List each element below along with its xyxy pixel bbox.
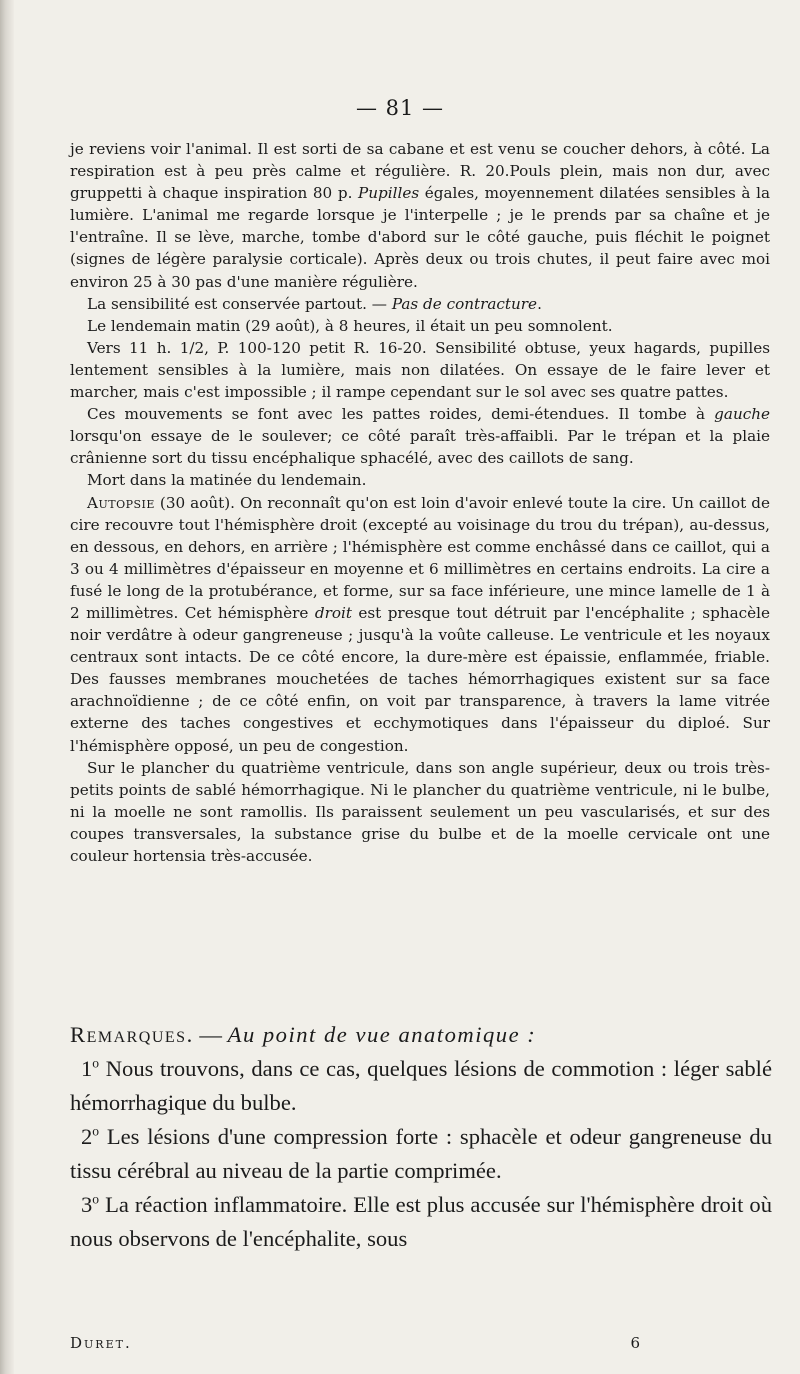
paragraph-autopsie: Autopsie (30 août). On reconnaît qu'on est loin d'avoir enlevé toute la cire. Un caillot de cire recouvre tout l'hémisphère droit (excepté au voisinage du trou du trépan), au-dessus, en dessous, en dehors, en arrière ; l'hémisphère est comme enchâssé dans ce caillot, qui a 3 ou 4 millimètres d'épaisseur en moyenne et 6 millimètres en certains endroits. La cire a fusé le long de la protubérance, et forme, sur sa face inférieure, une mince lamelle de 1 à 2 millimètres. Cet hémisphère droit est presque tout détruit par l'encéphalite ; sphacèle noir verdâtre à odeur gangreneuse ; jusqu'à la voûte calleuse. Le ventricule et les noyaux centraux sont intacts. De ce côté encore, la dure-mère est épaissie, enflammée, friable. Des fausses membranes mouchetées de taches hémorrhagiques existent sur sa face arachnoïdienne ; de ce côté enfin, on voit par transparence, à travers la lame vitrée externe des taches congestives et ecchymotiques dans l'épaisseur du diploé. Sur l'hémisphère opposé, un peu de congestion. — [70, 493, 770, 755]
remarks-section — [70, 1018, 772, 1256]
remark-item-2: 2$^o$ Les lésions d'une compression forte : sphacèle et odeur gangreneuse du tissu cérébral au niveau de la partie comprimée. — [70, 1123, 772, 1183]
remark-item-1: 1$^o$ Nous trouvons, dans ce cas, quelques lésions de commotion : léger sablé hémorrhagique du bulbe. — [70, 1055, 772, 1115]
paragraph-6: Mort dans la matinée du lendemain. — [87, 471, 367, 490]
emphasis-contracture: Pas de contracture — [391, 294, 538, 313]
page-footer — [70, 1334, 640, 1352]
remarks-heading: Remarques. — Au point de vue anatomique : — [70, 1022, 537, 1047]
paragraph-1: je reviens voir l'animal. Il est sorti de sa cabane et est venu se coucher dehors, à côté. La respiration est à peu près calme et régulière. R. 20.Pouls plein, mais non dur, avec gruppetti à chaque inspiration 80 p. Pupilles égales, moyennement dilatées sensibles à la lumière. L'animal me regarde lorsque je l'interpelle ; je le prends par sa chaîne et je l'entraîne. Il se lève, marche, tombe d'abord sur le côté gauche, puis fléchit le poignet (signes de légère paralysie corticale). Après deux ou trois chutes, il peut faire avec moi environ 25 à 30 pas d'une manière régulière. — [70, 140, 771, 291]
signature-mark: Duret. — [70, 1334, 132, 1352]
paragraph-8: Sur le plancher du quatrième ventricule, dans son angle supérieur, deux ou trois très-petits points de sablé hémorrhagique. Ni le plancher du quatrième ventricule, ni le bulbe, ni la moelle ne sont ramollis. Ils paraissent seulement un peu vascularisés, et sur des coupes transversales, la substance grise du bulbe et de la moelle cervicale ont une couleur hortensia très-accusée. — [70, 758, 770, 865]
page-number: — 81 — — [355, 96, 445, 120]
emphasis-droit: droit — [314, 603, 352, 622]
paragraph-5: Ces mouvements se font avec les pattes roides, demi-étendues. Il tombe à gauche lorsqu'on essaye de le soulever; ce côté paraît très-affaibli. Par le trépan et la plaie crânienne sort du tissu encéphalique sphacélé, avec des caillots de sang. — [70, 405, 771, 468]
autopsie-label: Autopsie — [87, 493, 155, 512]
emphasis-pupilles: Pupilles — [358, 184, 420, 203]
emphasis-gauche: gauche — [714, 405, 771, 424]
page-spine-shadow — [0, 0, 14, 1374]
sheet-number: 6 — [630, 1334, 640, 1352]
paragraph-2: La sensibilité est conservée partout. — Pas de contracture. — [87, 294, 542, 313]
observation-text — [70, 138, 770, 867]
remark-item-3: 3$^o$ La réaction inflammatoire. Elle est plus accusée sur l'hémisphère droit où nous observons de l'encéphalite, sous — [70, 1191, 772, 1251]
paragraph-3: Le lendemain matin (29 août), à 8 heures, il était un peu somnolent. — [87, 316, 613, 335]
paragraph-4: Vers 11 h. 1/2, P. 100-120 petit R. 16-20. Sensibilité obtuse, yeux hagards, pupilles lentement sensibles à la lumière, mais non dilatées. On essaye de le faire lever et marcher, mais c'est impossible ; il rampe cependant sur le sol avec ses quatre pattes. — [70, 338, 770, 402]
